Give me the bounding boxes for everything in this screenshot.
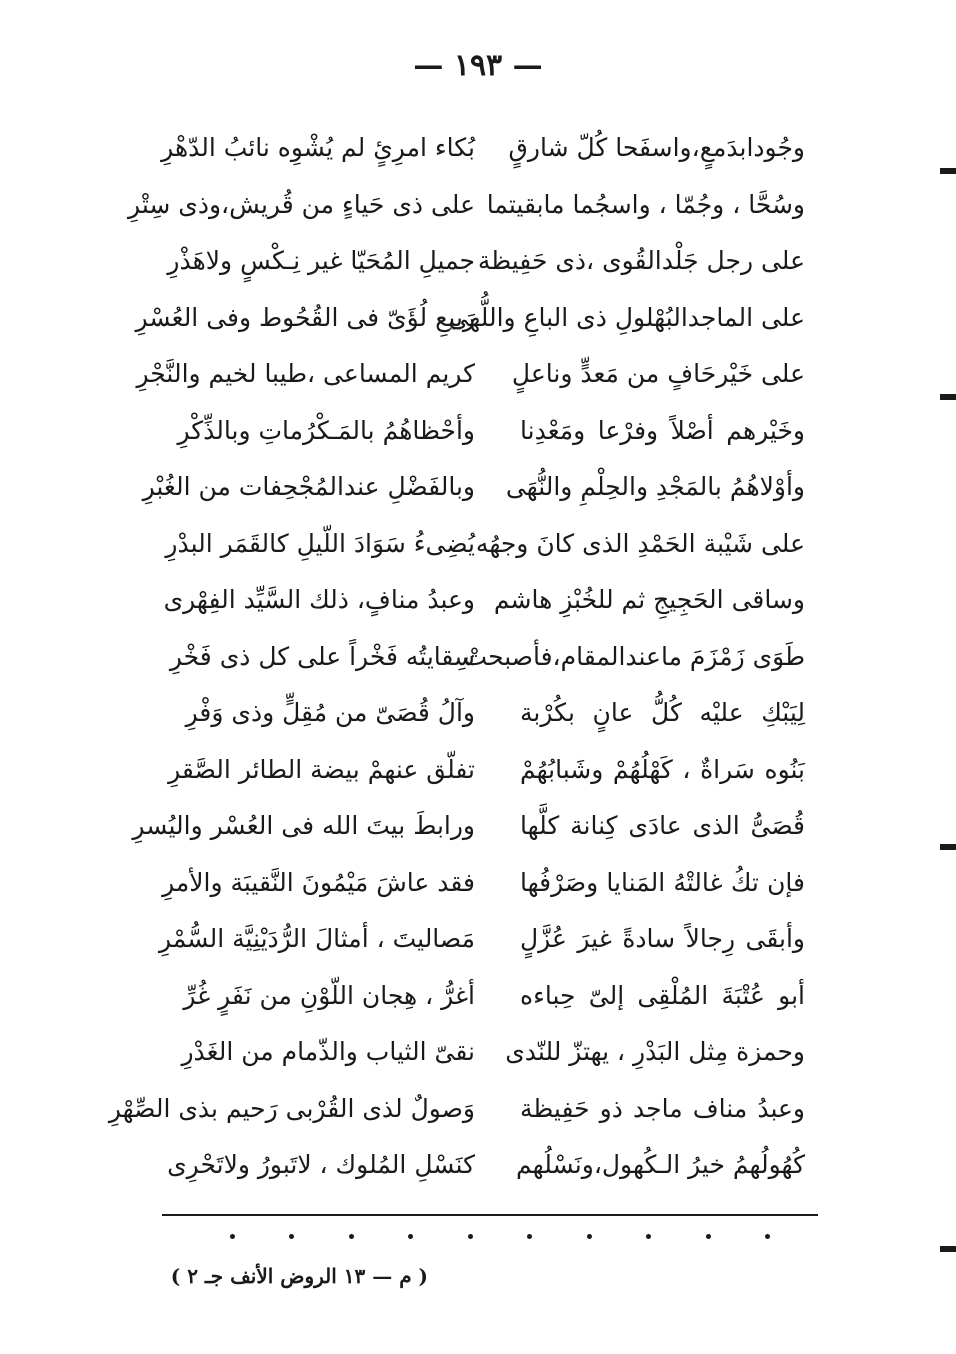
- first-hemistich: على شَيْبة الحَمْدِ الذى كانَ وجهُه: [475, 528, 805, 558]
- first-hemistich: وأبقَى رِجالاً سادةً غيرَ عُزَّلٍ: [520, 924, 805, 954]
- margin-mark: [940, 844, 956, 850]
- verse-line: [181, 1024, 805, 1081]
- first-hemistich: وجُودابدَمعٍ،واسفَحا كُلّ شارقٍ: [508, 133, 805, 163]
- ornament-dot: [587, 1234, 592, 1239]
- ornament-dot: [408, 1234, 413, 1239]
- second-hemistich: ورابطَ بيتَ الله فى العُسْر واليُسرِ: [132, 811, 475, 841]
- second-hemistich: وآلُ قُصَىّ من مُقِلٍّ وذى وَفْرِ: [185, 698, 475, 728]
- verse-line: [142, 459, 805, 516]
- first-hemistich: وساقى الحَجِيجِ ثم للخُبْزِ هاشم: [493, 585, 805, 615]
- second-hemistich: وَصولٌ لذى القُرْبى رَحيم بذى الصِّهْرِ: [108, 1093, 475, 1123]
- second-hemistich: نقىّ الثياب والذّمام من الغَدْرِ: [181, 1037, 475, 1067]
- first-hemistich: وخَيْرهم أصْلاً وفرْعا ومَعْدِنا: [520, 415, 805, 445]
- page-number: — ١٩٣ —: [413, 48, 543, 83]
- verse-line: [132, 798, 805, 855]
- verse-line: [165, 516, 805, 573]
- verse-line: [167, 233, 805, 290]
- second-hemistich: كريم المساعى ،طيبا لخيم والنَّجْرِ: [136, 359, 475, 389]
- first-hemistich: وأوْلاهُمُ بالمَجْدِ والحِلْمِ والنُّهَى: [505, 472, 805, 502]
- first-hemistich: وعبدُ مناف ماجد ذو حَفِيظة: [520, 1093, 805, 1123]
- verse-line: [136, 346, 805, 403]
- verse-line: [177, 403, 805, 460]
- ornament-dot: [646, 1234, 651, 1239]
- first-hemistich: قُصَىُّ الذى عادَى كِنانة كلَّها: [520, 811, 805, 841]
- ornament-dot: [230, 1234, 235, 1239]
- second-hemistich: تفلّق عنهمْ بيضة الطائر الصَّقرِ: [168, 754, 475, 784]
- ornament-dot: [527, 1234, 532, 1239]
- ornament-dots: [230, 1234, 770, 1239]
- first-hemistich: بَنُوه سَراةٌ ، كَهْلُهُمْ وشَبابُهُمْ: [520, 754, 805, 784]
- margin-mark: [940, 168, 956, 174]
- verse-line: [162, 855, 805, 912]
- ornament-dot: [706, 1234, 711, 1239]
- second-hemistich: رَبيعِ لُؤَىّ فى القُحُوط وفى العُسْرِ: [135, 302, 475, 332]
- second-hemistich: وبالفَضْلِ عندالمُجْحِفات من الغُبْرِ: [142, 472, 475, 502]
- second-hemistich: وأحْظاهُمُ بالمَـكْرُماتِ وبالذِّكْرِ: [177, 415, 475, 445]
- second-hemistich: بُكاء امرِئٍ لم يُشْوِه نائبُ الدّهْرِ: [161, 133, 475, 163]
- first-hemistich: كُهُولُهمُ خيرُ الـكُهول،ونَسْلُهم: [516, 1150, 805, 1180]
- ornament-dot: [765, 1234, 770, 1239]
- first-hemistich: وسُحَّا ، وجُمّا ، واسجُما مابقيتما: [486, 189, 805, 219]
- second-hemistich: على ذى حَياءٍ من قُريش،وذى سِتْرِ: [128, 189, 475, 219]
- first-hemistich: أبو عُتْبَةَ المُلْقِى إلىّ حِباءه: [520, 980, 805, 1010]
- footnote-signature: ( م — ١٣ الروض الأنف جـ ٢ ): [170, 1264, 428, 1288]
- verse-line: [168, 742, 805, 799]
- second-hemistich: سِقايتُه فَخْراً على كل ذى فَخْرِ: [169, 641, 475, 671]
- verse-line: [167, 1137, 805, 1194]
- margin-mark: [940, 394, 956, 400]
- first-hemistich: على الماجدالبُهْلولِ ذى الباعِ واللُّهى: [448, 302, 805, 332]
- verse-line: [163, 572, 805, 629]
- ornament-dot: [468, 1234, 473, 1239]
- verse-line: [169, 629, 805, 686]
- first-hemistich: على خَيْرحَافٍ من مَعدٍّ وناعلٍ: [511, 359, 805, 389]
- verse-line: [185, 685, 805, 742]
- second-hemistich: فقد عاشَ مَيْمُونَ النَّقيبَة والأمرِ: [162, 867, 475, 897]
- second-hemistich: جميلِ المُحَيّا غير نِـكْسٍ ولاهَذْرِ: [167, 246, 475, 276]
- second-hemistich: مَصاليتَ ، أمثالَ الرُّدَيْنِيَّة السُّمْرِ: [159, 924, 475, 954]
- ornament-dot: [349, 1234, 354, 1239]
- margin-mark: [940, 1246, 956, 1252]
- verse-line: [183, 968, 805, 1025]
- first-hemistich: وحمزة مِثل البَدْرِ ، يهتزّ للنّدى: [505, 1037, 805, 1067]
- footnote-divider: [162, 1214, 818, 1216]
- verse-line: [128, 177, 805, 234]
- verse-line: [135, 290, 805, 347]
- verse-line: [108, 1081, 805, 1138]
- verse-line: [161, 120, 805, 177]
- first-hemistich: فإن تكُ غالتْهُ المَنايا وصَرْفُها: [520, 867, 805, 897]
- second-hemistich: يُضِىءُ سَوَادَ اللّيلِ كالقَمَر البدْرِ: [165, 528, 475, 558]
- first-hemistich: على رجل جَلْدالقُوى ،ذى حَفِيظة: [477, 246, 805, 276]
- verse-line: [159, 911, 805, 968]
- second-hemistich: أغرُّ ، هِجان اللّوْنِ من نَفَرٍ غُرِّ: [183, 980, 475, 1010]
- second-hemistich: كنَسْلِ المُلوك ، لاتَبورُ ولاتَحْرِى: [167, 1150, 475, 1180]
- second-hemistich: وعبدُ منافٍ، ذلك السَّيِّد الفِهْرى: [163, 585, 475, 615]
- first-hemistich: لِيَبْكِ عليْه كُلُّ عانٍ بكُرْبة: [520, 698, 805, 728]
- ornament-dot: [289, 1234, 294, 1239]
- poem-body: [108, 120, 805, 1194]
- first-hemistich: طَوَى زَمْزَمَ ماعندالمقام،فأصبحتْ: [463, 641, 805, 671]
